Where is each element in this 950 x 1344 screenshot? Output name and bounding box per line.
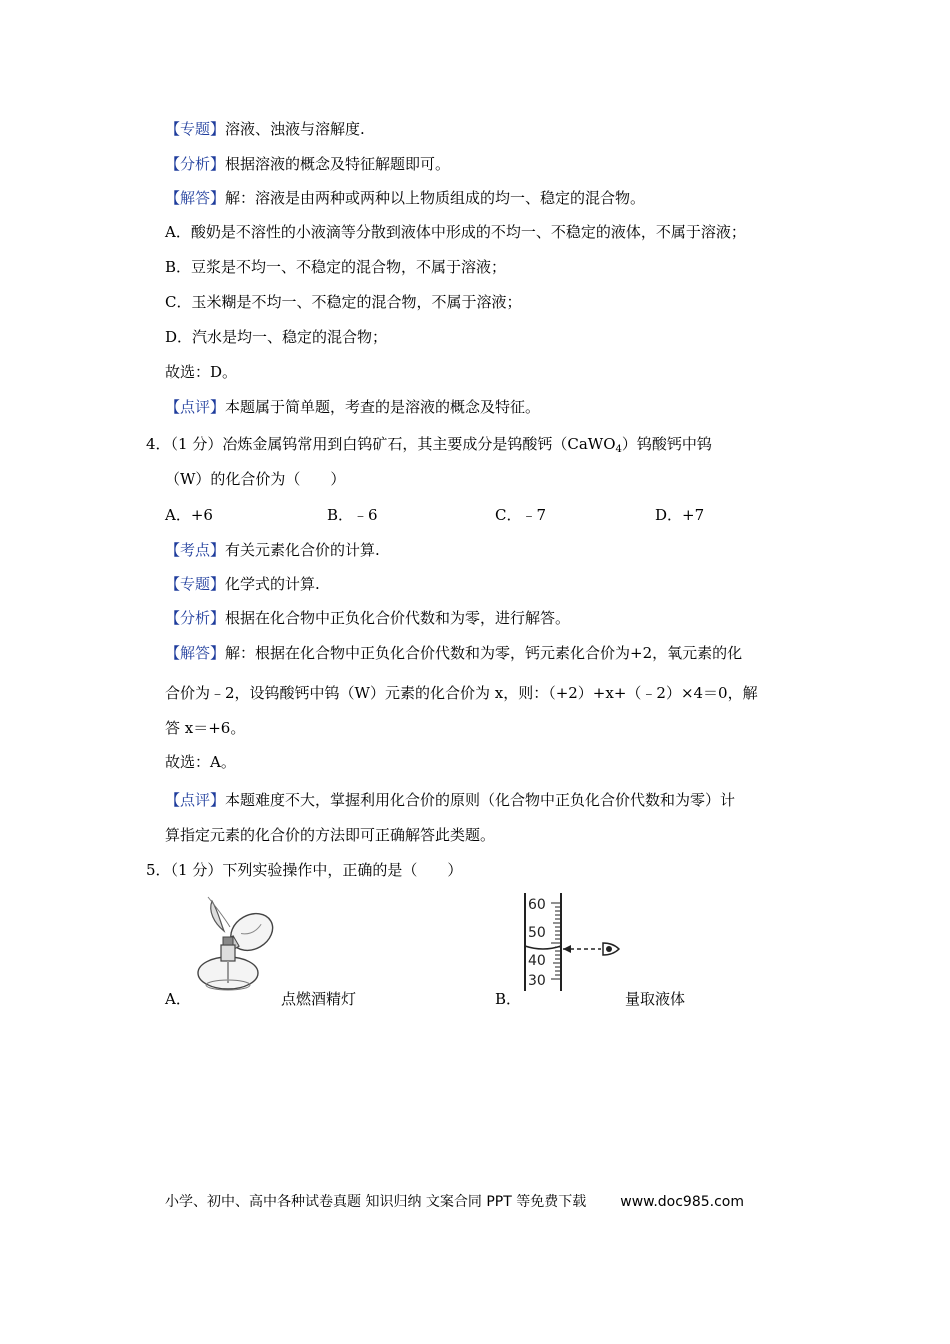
analysis-text: 根据在化合物中正负化合价代数和为零，进行解答。	[225, 609, 571, 627]
answer-tag: 【解答】	[165, 189, 226, 207]
q5-option-a-text: 点燃酒精灯	[281, 990, 357, 1008]
answer-tag: 【解答】	[165, 644, 226, 662]
answer-intro: 解：溶液是由两种或两种以上物质组成的均一、稳定的混合物。	[225, 189, 646, 207]
q5-stem: 5．（1 分）下列实验操作中，正确的是（ ）	[146, 861, 463, 879]
topic-text: 溶液、浊液与溶解度.	[225, 120, 365, 138]
q4-review-line1	[165, 790, 735, 810]
review-text-1: 本题难度不大，掌握利用化合价的原则（化合物中正负化合价代数和为零）计	[225, 791, 736, 809]
q4-stem-part2: ）钨酸钙中钨	[621, 435, 712, 453]
q3-topic-line	[165, 119, 365, 139]
topic-text: 化学式的计算.	[225, 575, 320, 593]
q4-option-d: D．+7	[655, 506, 705, 524]
q3-line-b: B．豆浆是不均一、不稳定的混合物，不属于溶液；	[165, 258, 507, 276]
q4-analysis-line	[165, 608, 570, 628]
q5-option-a-letter: A．	[165, 990, 191, 1008]
q5-option-b-letter: B．	[495, 990, 522, 1008]
point-text: 有关元素化合价的计算.	[225, 541, 380, 559]
topic-tag: 【专题】	[165, 120, 226, 138]
tick-60: 60	[528, 897, 546, 913]
review-tag: 【点评】	[165, 398, 226, 416]
q3-line-c: C．玉米糊是不均一、不稳定的混合物，不属于溶液；	[165, 293, 522, 311]
q3-review-line	[165, 397, 540, 417]
q5-option-b-text: 量取液体	[625, 990, 686, 1008]
q3-analysis-line	[165, 154, 450, 174]
review-tag: 【点评】	[165, 791, 226, 809]
page-footer	[165, 1191, 744, 1211]
q4-option-c: C．﹣7	[495, 506, 547, 524]
topic-tag: 【专题】	[165, 575, 226, 593]
review-text: 本题属于简单题，考查的是溶液的概念及特征。	[225, 398, 541, 416]
q4-choice: 故选：A。	[165, 753, 236, 771]
q4-stem-line2: （W）的化合价为（ ）	[165, 470, 346, 488]
q3-line-a: A．酸奶是不溶性的小液滴等分散到液体中形成的不均一、不稳定的液体，不属于溶液；	[165, 223, 746, 241]
analysis-tag: 【分析】	[165, 155, 226, 173]
tick-40: 40	[528, 953, 546, 969]
point-tag: 【考点】	[165, 541, 226, 559]
footer-text: 小学、初中、高中各种试卷真题 知识归纳 文案合同 PPT 等免费下载	[165, 1194, 587, 1210]
q3-answer-line	[165, 188, 645, 208]
q3-choice: 故选：D。	[165, 363, 238, 381]
q4-point-line	[165, 540, 380, 560]
footer-site-link[interactable]: www.doc985.com	[620, 1194, 744, 1210]
analysis-tag: 【分析】	[165, 609, 226, 627]
tick-50: 50	[528, 925, 546, 941]
q4-answer-line1	[165, 643, 742, 663]
alcohol-lamp-image	[190, 893, 280, 995]
tick-30: 30	[528, 973, 546, 989]
q4-answer-line2: 合价为﹣2，设钨酸钙中钨（W）元素的化合价为 x，则：（+2）+x+（﹣2）×4＝0，解	[165, 684, 758, 702]
q4-answer-line3: 答 x＝+6。	[165, 719, 246, 737]
q4-option-a: A．+6	[165, 506, 213, 524]
q4-stem-part1: 4．（1 分）冶炼金属钨常用到白钨矿石，其主要成分是钨酸钙（CaWO	[146, 435, 616, 453]
answer-text-1: 解：根据在化合物中正负化合价代数和为零，钙元素化合价为+2，氧元素的化	[225, 644, 743, 662]
q4-subscript: 4	[615, 444, 622, 455]
analysis-text: 根据溶液的概念及特征解题即可。	[225, 155, 451, 173]
q4-option-b: B．﹣6	[327, 506, 378, 524]
q4-topic-line	[165, 574, 320, 594]
q3-line-d: D．汽水是均一、稳定的混合物；	[165, 328, 388, 346]
graduated-cylinder-image	[523, 893, 623, 993]
q4-review-line2: 算指定元素的化合价的方法即可正确解答此类题。	[165, 826, 496, 844]
q4-stem-line1	[146, 434, 712, 454]
